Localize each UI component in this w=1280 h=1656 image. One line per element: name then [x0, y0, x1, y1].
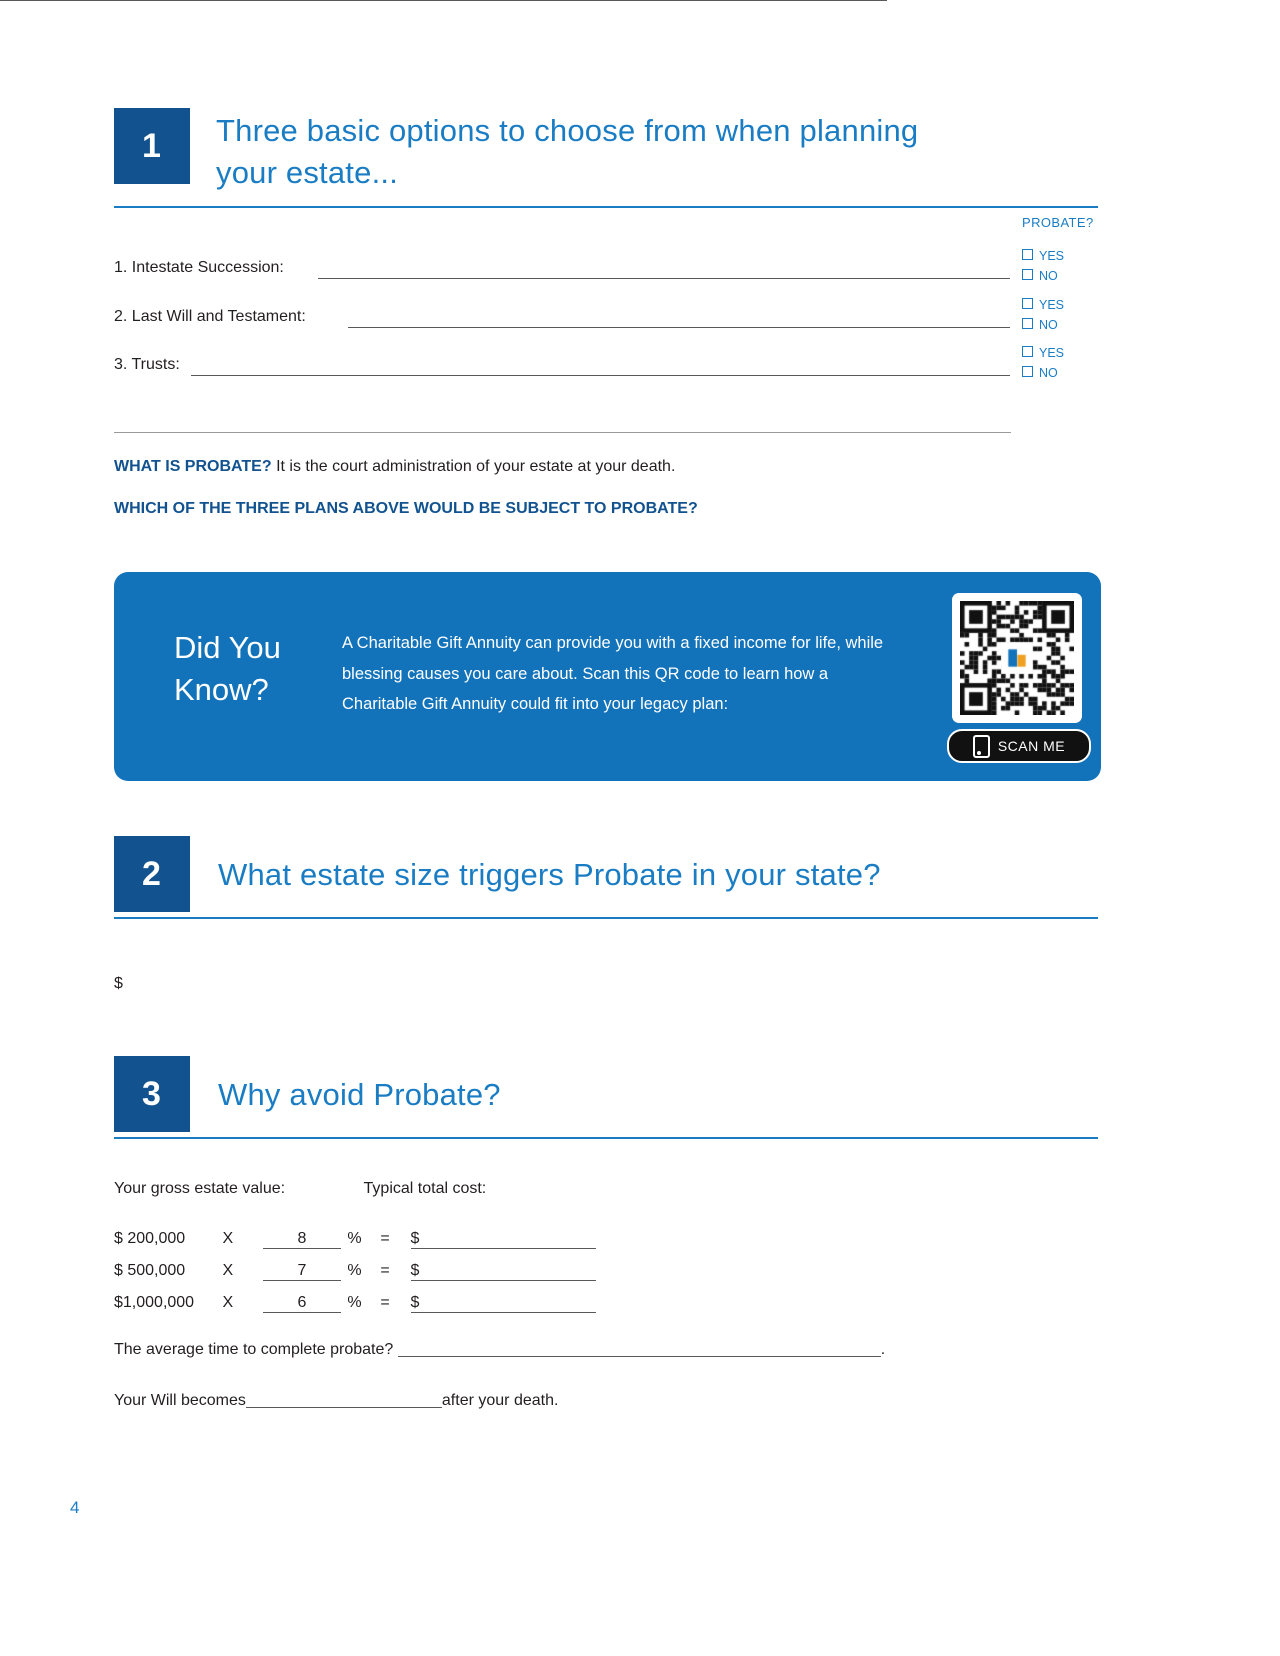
option-3-yes[interactable]: YES [1022, 343, 1064, 363]
option-3-probate-choices[interactable] [1022, 343, 1064, 383]
gross-estate-value-header: Your gross estate value: [114, 1180, 286, 1197]
checkbox-icon[interactable] [1022, 249, 1033, 260]
option-2-label: 2. Last Will and Testament: [114, 308, 306, 325]
option-2-no[interactable]: NO [1022, 315, 1064, 335]
section-1-bottom-divider [114, 432, 1011, 433]
section-1-title: Three basic options to choose from when planning your estate... [216, 113, 919, 190]
cost-row-1-result[interactable]: $ [411, 1230, 596, 1249]
qr-code[interactable] [952, 593, 1082, 723]
section-1-number-badge: 1 [114, 108, 190, 184]
option-3-label: 3. Trusts: [114, 356, 180, 373]
phone-icon [973, 735, 990, 758]
cost-row-3-percent-sign: % [347, 1294, 362, 1311]
option-2-answer-line[interactable] [348, 327, 1010, 328]
option-1-answer-line[interactable] [318, 278, 1010, 279]
cost-row-3-equals: = [380, 1294, 390, 1311]
checkbox-icon[interactable] [1022, 318, 1033, 329]
cost-row-1 [114, 1230, 596, 1249]
what-is-probate-label: WHAT IS PROBATE? [114, 458, 272, 475]
cost-table-headers [114, 1180, 486, 1198]
section-3-title: Why avoid Probate? [218, 1077, 501, 1112]
cost-row-2-result[interactable]: $ [411, 1262, 596, 1281]
checkbox-icon[interactable] [1022, 346, 1033, 357]
cost-row-1-multiply: X [222, 1230, 234, 1247]
what-is-probate-line [114, 458, 675, 476]
cost-row-2-amount: $ 500,000 [114, 1262, 186, 1279]
option-3-no[interactable]: NO [1022, 363, 1064, 383]
what-is-probate-text: It is the court administration of your estate at your death. [271, 458, 676, 475]
option-2-yes[interactable]: YES [1022, 295, 1064, 315]
estate-size-answer-line[interactable] [0, 0, 887, 1]
scan-me-badge [947, 729, 1091, 763]
option-1-no[interactable]: NO [1022, 266, 1064, 286]
option-1-label: 1. Intestate Succession: [114, 259, 284, 276]
estate-size-dollar-prefix: $ [114, 975, 123, 992]
will-becomes-suffix: after your death. [441, 1392, 559, 1409]
which-plans-question: WHICH OF THE THREE PLANS ABOVE WOULD BE SUBJECT TO PROBATE? [114, 500, 698, 517]
page-number: 4 [70, 1498, 80, 1517]
cost-row-3-result[interactable]: $ [411, 1294, 596, 1313]
cost-row-2-equals: = [380, 1262, 390, 1279]
option-2-probate-choices[interactable] [1022, 295, 1064, 335]
section-1-header [114, 108, 936, 194]
average-time-question: The average time to complete probate? [114, 1341, 394, 1358]
cost-row-1-amount: $ 200,000 [114, 1230, 186, 1247]
option-row-2 [114, 308, 306, 326]
option-1-probate-choices[interactable] [1022, 246, 1064, 286]
cost-row-3-amount: $1,000,000 [114, 1294, 195, 1311]
cost-row-3-percent[interactable]: 6 [263, 1294, 341, 1313]
checkbox-icon[interactable] [1022, 298, 1033, 309]
will-becomes-answer-line[interactable] [246, 1407, 442, 1408]
option-3-answer-line[interactable] [191, 375, 1010, 376]
section-3-number-badge: 3 [114, 1056, 190, 1132]
average-time-line [114, 1341, 885, 1359]
will-becomes-line [114, 1392, 558, 1410]
cost-row-3 [114, 1294, 596, 1313]
cost-row-2-percent[interactable]: 7 [263, 1262, 341, 1281]
probate-column-header: PROBATE? [1022, 215, 1094, 230]
qr-code-image[interactable] [960, 601, 1074, 715]
option-row-3 [114, 356, 180, 374]
did-you-know-title: Did You Know? [174, 630, 281, 707]
checkbox-icon[interactable] [1022, 269, 1033, 280]
will-becomes-prefix: Your Will becomes [114, 1392, 246, 1409]
average-time-period: . [880, 1341, 886, 1358]
cost-row-1-equals: = [380, 1230, 390, 1247]
cost-row-2-percent-sign: % [347, 1262, 362, 1279]
cost-row-1-percent[interactable]: 8 [263, 1230, 341, 1249]
option-1-yes[interactable]: YES [1022, 246, 1064, 266]
did-you-know-body: A Charitable Gift Annuity can provide you with a fixed income for life, while blessing causes you care about. Scan this QR code to learn how a Charitable Gift Annuity could fit into your legacy plan: [342, 634, 884, 714]
cost-row-1-percent-sign: % [347, 1230, 362, 1247]
section-3-divider [114, 1137, 1098, 1139]
section-2-title: What estate size triggers Probate in your state? [218, 857, 881, 892]
cost-row-2 [114, 1262, 596, 1281]
option-row-1 [114, 259, 284, 277]
average-time-answer-line[interactable] [398, 1356, 881, 1357]
typical-total-cost-header: Typical total cost: [363, 1180, 487, 1197]
section-2-header [114, 836, 881, 912]
cost-row-3-multiply: X [222, 1294, 234, 1311]
section-2-number-badge: 2 [114, 836, 190, 912]
section-3-header [114, 1056, 501, 1132]
section-2-divider [114, 917, 1098, 919]
section-1-divider [114, 206, 1098, 208]
cost-row-2-multiply: X [222, 1262, 234, 1279]
did-you-know-panel [114, 572, 1101, 781]
scan-me-label: SCAN ME [997, 738, 1066, 754]
checkbox-icon[interactable] [1022, 366, 1033, 377]
